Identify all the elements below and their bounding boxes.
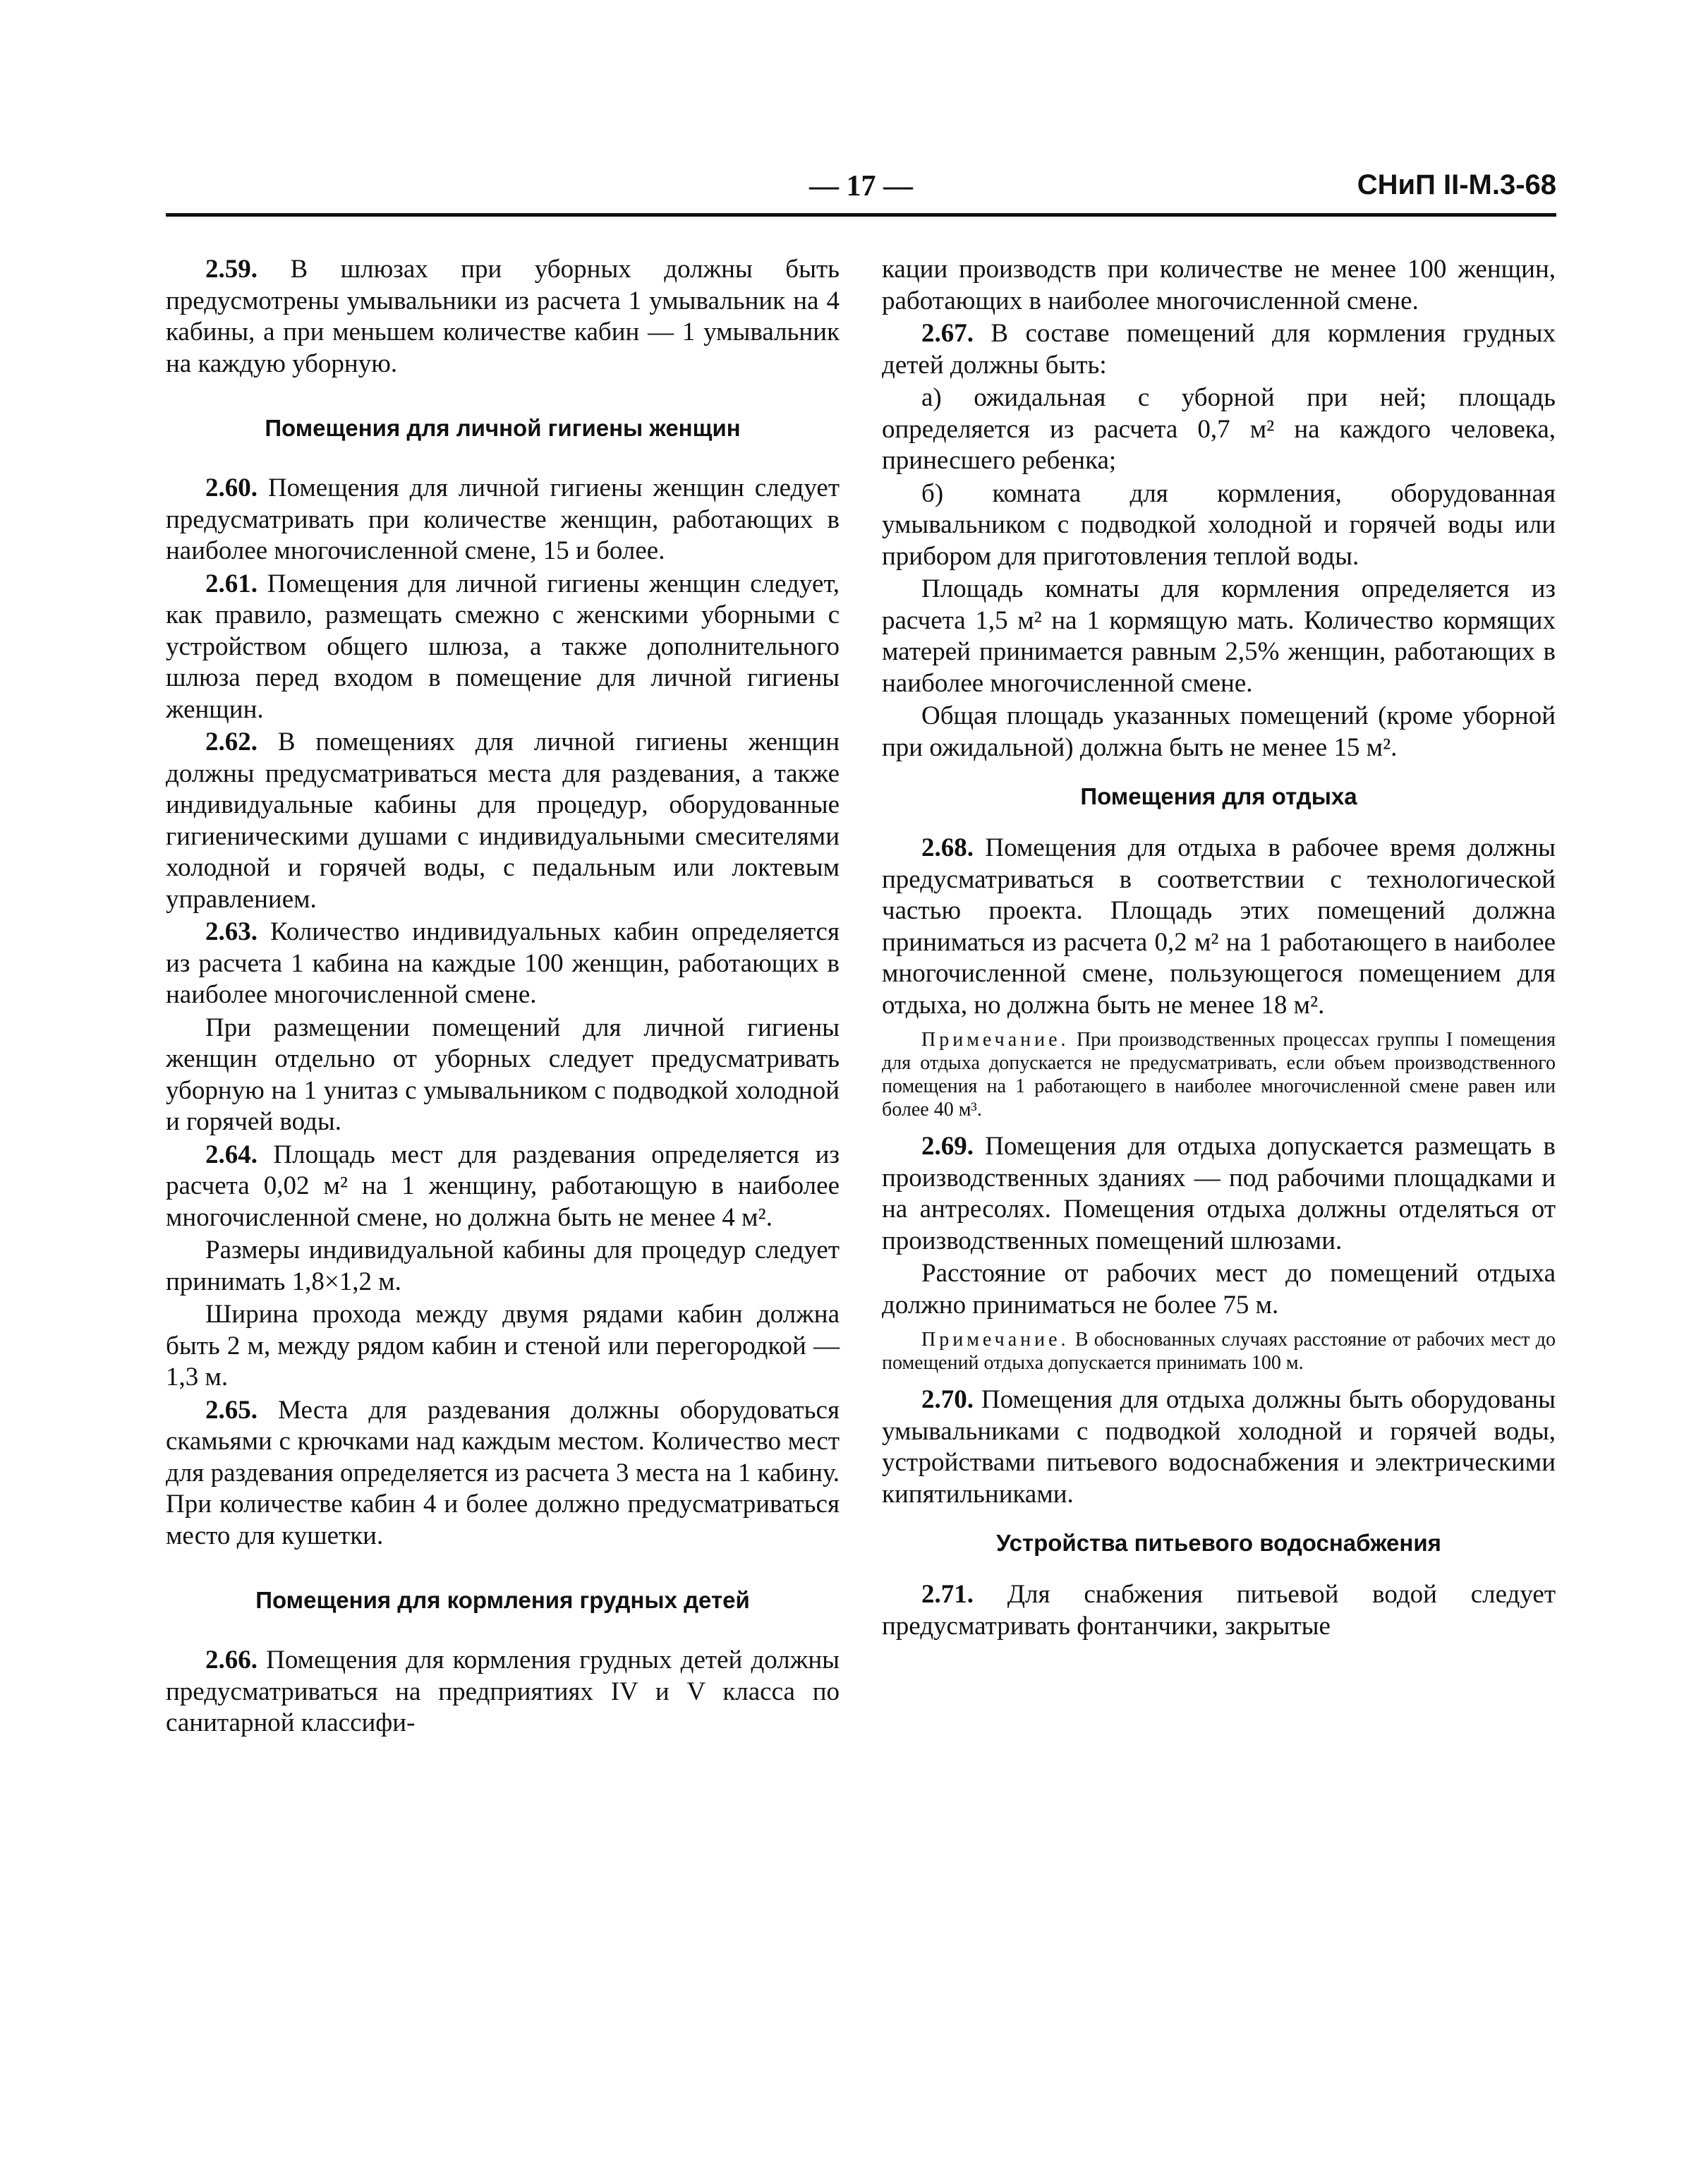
paragraph-2-60	[166, 473, 840, 567]
list-item-a: а) ожидальная с уборной при ней; площадь определяется из расчета 0,7 м² на каждого человека, принесшего ребенка;	[882, 383, 1556, 475]
paragraph-2-64-sizes: Размеры индивидуальной кабины для процедур следует принимать 1,8×1,2 м.	[166, 1236, 840, 1296]
clause-number: 2.67.	[921, 319, 974, 348]
clause-number: 2.64.	[205, 1140, 258, 1169]
clause-number: 2.60.	[205, 473, 258, 502]
clause-number: 2.62.	[205, 728, 258, 756]
document-code: СНиП II-М.3-68	[1357, 169, 1556, 200]
paragraph-2-64	[166, 1140, 840, 1234]
clause-number: 2.69.	[921, 1132, 974, 1161]
page-number: — 17 —	[809, 170, 913, 203]
paragraph-2-69	[882, 1131, 1556, 1257]
paragraph-2-69-distance: Расстояние от рабочих мест до помещений отдыха должно приниматься не более 75 м.	[882, 1259, 1556, 1320]
clause-text: В помещениях для личной гигиены женщин должны предусматриваться места для раздевания, а также индивидуальные кабины для процедур, оборудованные гигиеническими душами с индивидуальными смесителями холодной и горячей воды, с педальным или локтевым управлением.	[166, 728, 840, 914]
clause-text: Площадь мест для раздевания определяется из расчета 0,02 м² на 1 женщину, работающую в наиболее многочисленной смене, но должна быть не менее 4 м².	[166, 1140, 840, 1232]
clause-text: Количество индивидуальных кабин определяется из расчета 1 кабина на каждые 100 женщин, работающих в наиболее многочисленной смене.	[166, 917, 840, 1009]
note-2-68	[882, 1028, 1556, 1121]
clause-number: 2.61.	[205, 569, 258, 598]
clause-text: Помещения для отдыха в рабочее время должны предусматриваться в соответствии с технологической частью проекта. Площадь этих помещений должна приниматься из расчета 0,2 м² на 1 работающего в наиболее многочисленной смене, пользующегося помещением для отдыха, но должна быть не менее 18 м².	[882, 833, 1556, 1020]
clause-number: 2.70.	[921, 1385, 974, 1414]
note-text: В обоснованных случаях расстояние от рабочих мест до помещений отдыха допускается принимать 100 м.	[882, 1329, 1556, 1374]
left-column	[166, 254, 840, 1741]
section-heading-rest: Помещения для отдыха	[1080, 783, 1357, 809]
header-rule	[166, 213, 1556, 217]
note-label: Примечание.	[921, 1329, 1070, 1351]
clause-text: Помещения для кормления грудных детей должны предусматриваться на предприятиях IV и V класса по санитарной классифи-	[166, 1646, 840, 1737]
page-header	[166, 162, 1556, 212]
note-label: Примечание.	[921, 1029, 1070, 1051]
clause-text: Помещения для личной гигиены женщин следует предусматривать при количестве женщин, работающих в наиболее многочисленной смене, 15 и более.	[166, 473, 840, 565]
clause-text: Места для раздевания должны оборудоваться скамьями с крючками над каждым местом. Количество мест для раздевания определяется из расчета 3 места на 1 кабину. При количестве кабин 4 и более должно предусматриваться место для кушетки.	[166, 1395, 840, 1550]
paragraph-2-63	[166, 917, 840, 1011]
paragraph-2-68	[882, 833, 1556, 1021]
paragraph-2-59	[166, 254, 840, 380]
paragraph-2-70	[882, 1384, 1556, 1510]
clause-number: 2.71.	[921, 1580, 974, 1609]
clause-text: Помещения для отдыха допускается размещать в производственных зданиях — под рабочими площадками и на антресолях. Помещения отдыха должны отделяться от производственных помещений шлюзами.	[882, 1132, 1556, 1255]
paragraph-2-67-area: Площадь комнаты для кормления определяется из расчета 1,5 м² на 1 кормящую мать. Количество кормящих матерей принимается равным 2,5% женщин, работающих в наиболее многочисленной смене.	[882, 574, 1556, 698]
note-2-69	[882, 1328, 1556, 1375]
paragraph-2-66	[166, 1645, 840, 1739]
paragraph-2-66-cont: кации производств при количестве не менее 100 женщин, работающих в наиболее многочисленной смене.	[882, 255, 1556, 315]
clause-number: 2.63.	[205, 917, 258, 946]
clause-text: Для снабжения питьевой водой следует предусматривать фонтанчики, закрытые	[882, 1580, 1556, 1641]
paragraph-2-67	[882, 318, 1556, 381]
section-heading-hygiene: Помещения для личной гигиены женщин	[265, 415, 741, 441]
paragraph-2-67-total: Общая площадь указанных помещений (кроме уборной при ожидальной) должна быть не менее 15 м².	[882, 701, 1556, 762]
clause-text: В составе помещений для кормления грудных детей должны быть:	[882, 319, 1556, 380]
paragraph-2-62	[166, 727, 840, 915]
clause-number: 2.66.	[205, 1646, 258, 1674]
list-item-b: б) комната для кормления, оборудованная умывальником с подводкой холодной и горячей воды или прибором для приготовления теплой воды.	[882, 478, 1556, 571]
right-column	[882, 254, 1556, 1643]
clause-text: Помещения для личной гигиены женщин следует, как правило, размещать смежно с женскими уборными с устройством общего шлюза, а также дополнительного шлюза перед входом в помещение для личной гигиены женщин.	[166, 569, 840, 724]
paragraph-2-61	[166, 569, 840, 726]
clause-number: 2.59.	[205, 255, 258, 284]
clause-text: В шлюзах при уборных должны быть предусмотрены умывальники из расчета 1 умывальник на 4 кабины, а при меньшем количестве кабин — 1 умывальник на каждую уборную.	[166, 255, 840, 378]
clause-text: Помещения для отдыха должны быть оборудованы умывальниками с подводкой холодной и горячей воды, устройствами питьевого водоснабжения и электрическими кипятильниками.	[882, 1385, 1556, 1509]
section-heading-feeding: Помещения для кормления грудных детей	[255, 1587, 750, 1613]
paragraph-2-65	[166, 1395, 840, 1552]
note-text: При производственных процессах группы I помещения для отдыха допускается не предусматривать, если объем производственного помещения на 1 работающего в наиболее многочисленной смене равен или более 40 м³.	[882, 1029, 1556, 1121]
clause-number: 2.65.	[205, 1395, 258, 1425]
paragraph-2-71	[882, 1579, 1556, 1642]
clause-number: 2.68.	[921, 833, 974, 862]
paragraph-2-64-width: Ширина прохода между двумя рядами кабин должна быть 2 м, между рядом кабин и стеной или перегородкой — 1,3 м.	[166, 1300, 840, 1392]
paragraph-2-63-cont: При размещении помещений для личной гигиены женщин отдельно от уборных следует предусматривать уборную на 1 унитаз с умывальником с подводкой холодной и горячей воды.	[166, 1013, 840, 1136]
section-heading-water: Устройства питьевого водоснабжения	[996, 1530, 1441, 1556]
